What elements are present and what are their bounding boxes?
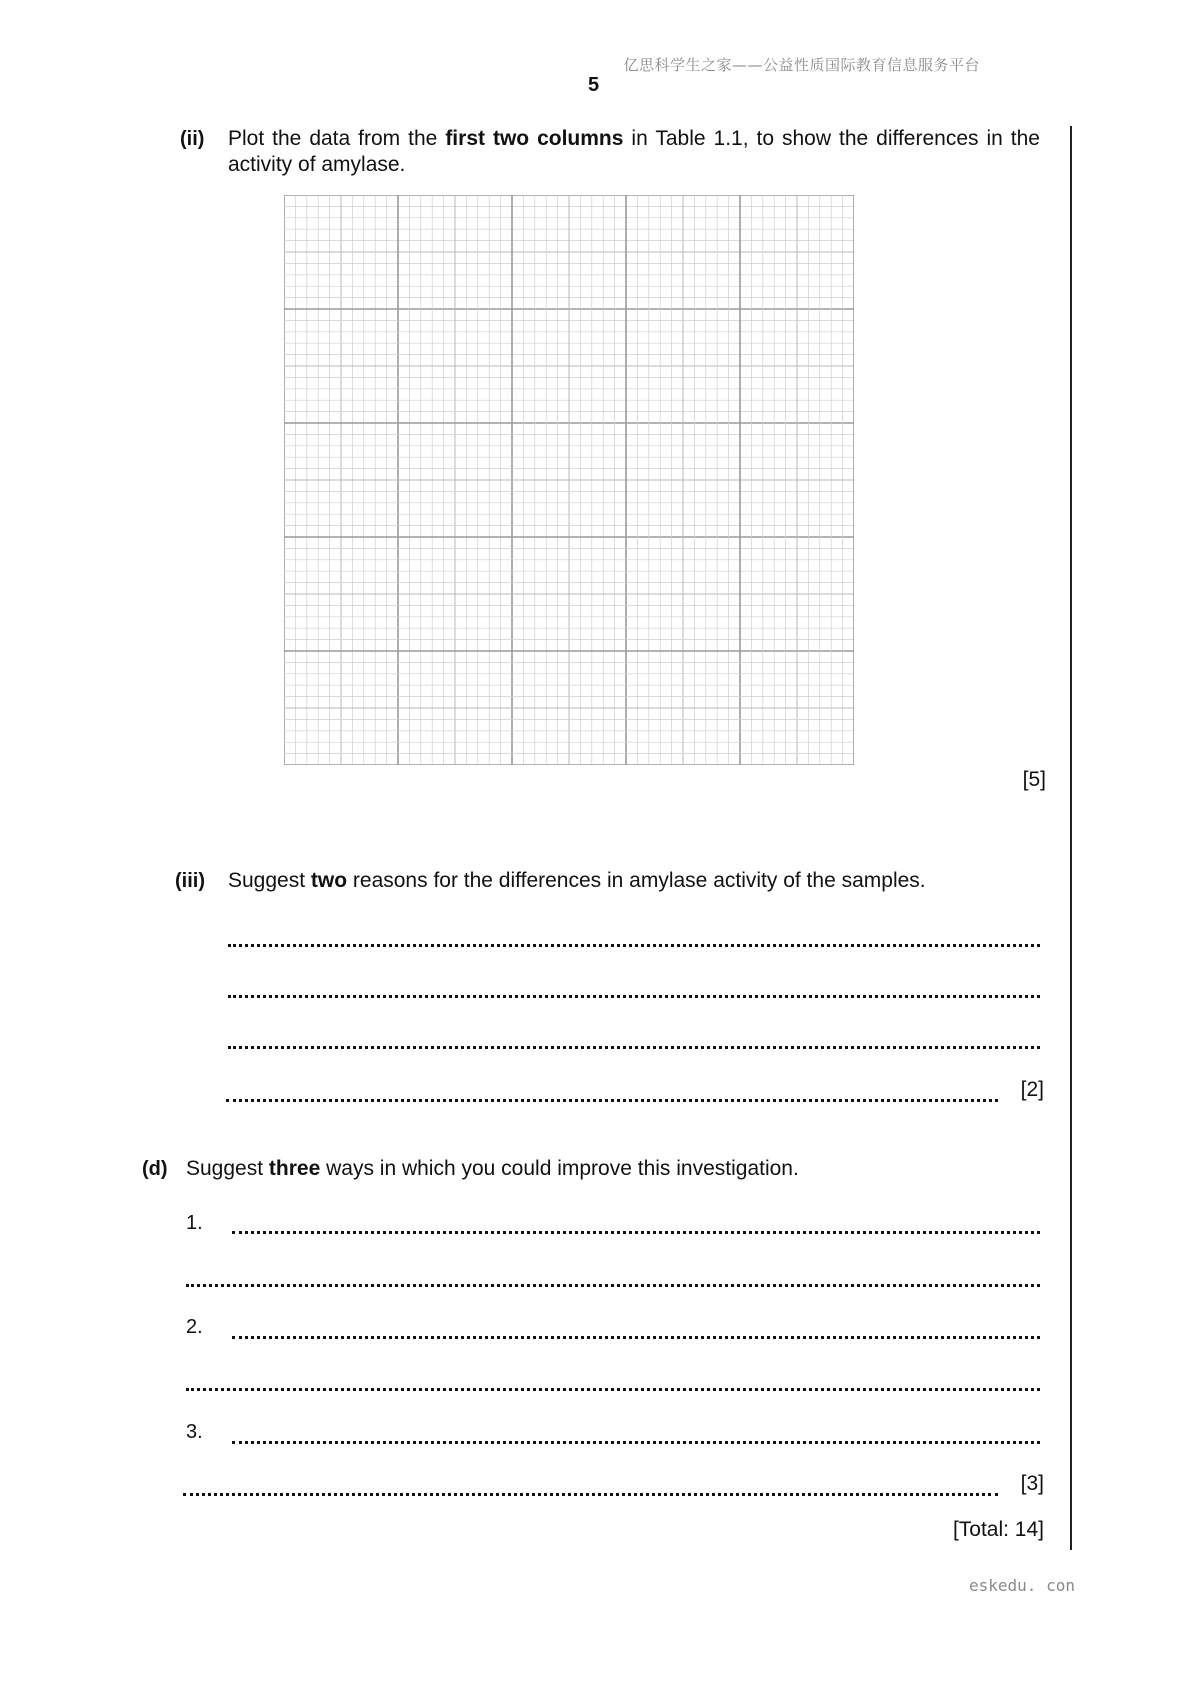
item-number-3: 3. [186,1421,203,1443]
part-ii-question [228,126,1040,178]
part-iii-text-before: Suggest [228,869,311,892]
answer-line-d-2a[interactable] [232,1336,1040,1339]
margin-rule [1070,126,1072,1550]
part-d-text-before: Suggest [186,1157,269,1180]
answer-line-iii-3[interactable] [228,1046,1040,1049]
answer-line-iii-4[interactable] [226,1099,998,1102]
part-ii-text-bold: first two columns [445,127,624,150]
answer-line-d-3b[interactable] [183,1493,998,1496]
part-d-text-bold: three [268,1157,321,1180]
part-ii-marks: [5] [1022,768,1046,791]
part-iii-marks: [2] [1020,1078,1044,1101]
item-number-1: 1. [186,1212,203,1234]
answer-line-d-1a[interactable] [232,1231,1040,1234]
part-d-label: (d) [142,1158,168,1180]
footer-watermark: eskedu. con [969,1576,1075,1595]
answer-line-iii-2[interactable] [228,995,1040,998]
part-ii-label: (ii) [180,128,205,150]
part-iii-text-after: reasons for the differences in amylase activity of the samples. [347,869,926,892]
page-number: 5 [588,74,600,96]
graph-paper-grid[interactable] [284,195,854,765]
part-iii-label: (iii) [175,870,205,892]
header-watermark: 亿思科学生之家——公益性质国际教育信息服务平台 [623,56,980,74]
answer-line-d-2b[interactable] [186,1388,1040,1391]
total-marks: [Total: 14] [952,1518,1044,1541]
answer-line-d-3a[interactable] [232,1441,1040,1444]
item-number-2: 2. [186,1316,203,1338]
answer-line-iii-1[interactable] [228,944,1040,947]
part-ii-text-before: Plot the data from the [228,127,446,150]
part-d-question [186,1156,1046,1182]
part-iii-text-bold: two [310,869,348,892]
answer-line-d-1b[interactable] [186,1284,1040,1287]
part-d-marks: [3] [1020,1472,1044,1495]
part-d-text-after: ways in which you could improve this investigation. [320,1157,799,1180]
part-iii-question [228,868,1048,894]
part-ii-text-after: in Table 1.1, to show the differences in the activity of amylase. [228,127,1040,176]
